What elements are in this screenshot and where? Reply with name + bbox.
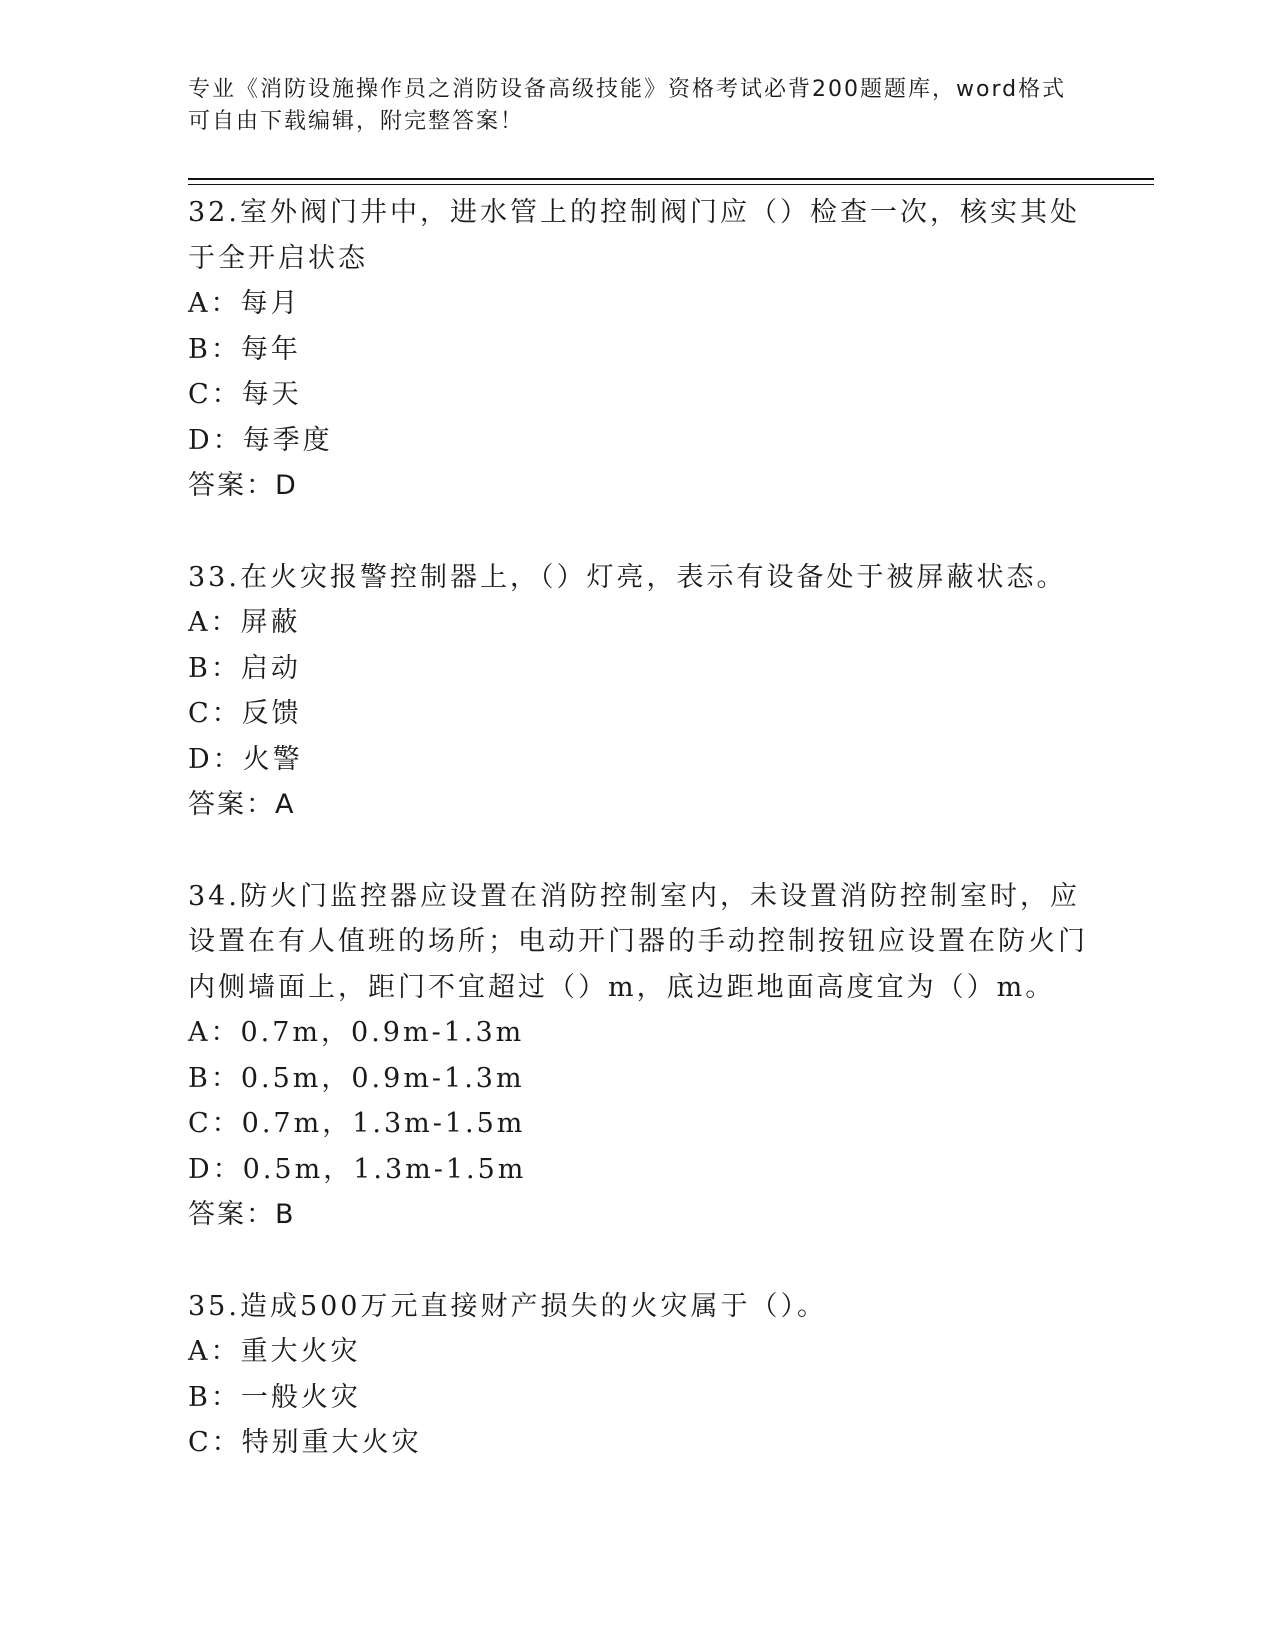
- option-a: A：屏蔽: [188, 607, 301, 638]
- header-divider-thin: [188, 184, 1154, 185]
- option-c: C：0.7m，1.3m-1.5m: [188, 1108, 526, 1139]
- question-stem: 32.室外阀门井中，进水管上的控制阀门应（）检查一次，核实其处于全开启状态: [188, 197, 1080, 274]
- question-stem: 34.防火门监控器应设置在消防控制室内，未设置消防控制室时，应设置在有人值班的场所；电动开门器的手动控制按钮应设置在防火门内侧墙面上，距门不宜超过（）m，底边距地面高度宜为（）m。: [188, 880, 1088, 1003]
- question-34: [188, 874, 1088, 1238]
- option-c: C：特别重大火灾: [188, 1427, 422, 1458]
- document-header: 专业《消防设施操作员之消防设备高级技能》资格考试必背200题题库，word格式可自由下载编辑，附完整答案！: [188, 77, 1067, 134]
- option-d: D：火警: [188, 743, 303, 775]
- option-c: C：每天: [188, 379, 302, 410]
- question-32: [188, 190, 1088, 509]
- question-stem: 35.造成500万元直接财产损失的火灾属于（）。: [188, 1290, 827, 1322]
- question-33: [188, 555, 1088, 828]
- answer-line: 答案：B: [188, 1199, 296, 1230]
- option-b: B：启动: [188, 652, 301, 684]
- question-stem: 33.在火灾报警控制器上，（）灯亮，表示有设备处于被屏蔽状态。: [188, 561, 1067, 593]
- option-a: A：每月: [188, 288, 301, 319]
- option-b: B：一般火灾: [188, 1381, 361, 1413]
- option-d: D：0.5m，1.3m-1.5m: [188, 1153, 527, 1185]
- option-b: B：每年: [188, 333, 301, 365]
- header-divider-thick: [188, 178, 1154, 180]
- option-a: A：重大火灾: [188, 1336, 361, 1367]
- option-b: B：0.5m，0.9m-1.3m: [188, 1062, 525, 1094]
- question-list: [188, 190, 1088, 1512]
- question-35: [188, 1284, 1088, 1466]
- answer-line: 答案：D: [188, 470, 298, 501]
- option-c: C：反馈: [188, 698, 302, 729]
- option-d: D：每季度: [188, 424, 333, 456]
- answer-line: 答案：A: [188, 789, 296, 820]
- option-a: A：0.7m，0.9m-1.3m: [188, 1017, 525, 1048]
